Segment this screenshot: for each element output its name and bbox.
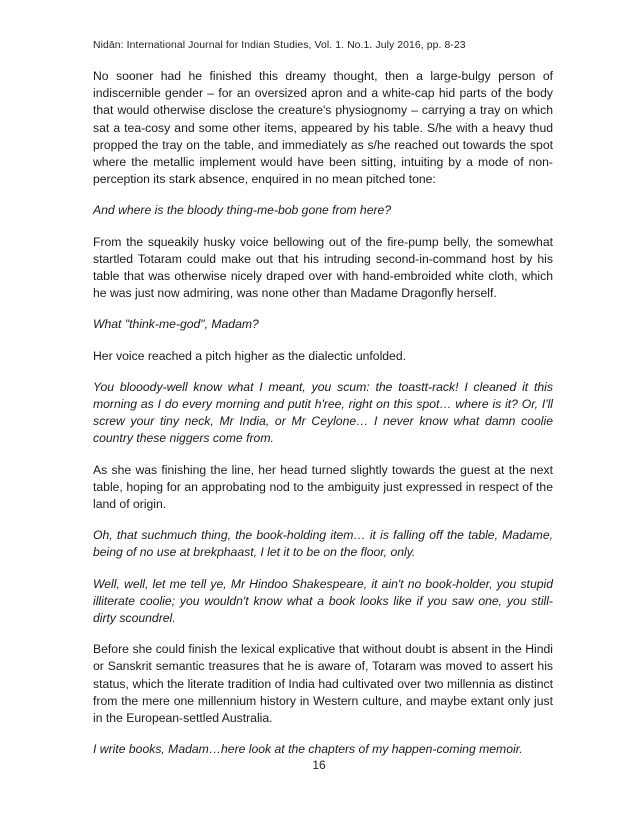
paragraph-6-dialogue: You blooody-well know what I meant, you scum: the toastt-rack! I cleaned it this morning as I do every morning and putit h'ree, right on this spot… where is it? Or, I'll screw your tiny neck, Mr India, or Mr Ceylone… I never know what damn coolie country these niggers come from. xyxy=(93,379,553,446)
paragraph-11-dialogue: I write books, Madam…here look at the chapters of my happen-coming memoir. xyxy=(93,742,523,757)
paragraph-10: Before she could finish the lexical explicative that without doubt is absent in the Hindi or Sanskrit semantic treasures that he is aware of, Totaram was moved to assert his status, which the literate tradition of India had cultivated over two millennia as distinct from the mere one millennium history in Western culture, and maybe extant only just in the European-settled Australia. xyxy=(93,642,553,726)
article-body xyxy=(93,68,553,773)
paragraph-2-dialogue: And where is the bloody thing-me-bob gone from here? xyxy=(93,203,392,218)
paragraph-9-dialogue: Well, well, let me tell ye, Mr Hindoo Shakespeare, it ain't no book-holder, you stupid illiterate coolie; you wouldn't know what a book looks like if you saw one, you still-dirty scoundrel. xyxy=(93,576,553,626)
running-header: Nidān: International Journal for Indian Studies, Vol. 1. No.1. July 2016, pp. 8-23 xyxy=(93,40,466,51)
page-number: 16 xyxy=(312,758,326,772)
paragraph-8-dialogue: Oh, that suchmuch thing, the book-holding item… it is falling off the table, Madame, being of no use at brekphaast, I let it to be on the floor, only. xyxy=(93,528,553,560)
paragraph-5: Her voice reached a pitch higher as the dialectic unfolded. xyxy=(93,348,407,363)
paragraph-1: No sooner had he finished this dreamy thought, then a large-bulgy person of indiscernible gender – for an oversized apron and a white-cap hid parts of the body that would otherwise disclose the creature's physiognomy – carrying a tray on which sat a tea-cosy and some other items, appeared by his table. S/he with a heavy thud propped the tray on the table, and immediately as s/he reached out towards the spot where the metallic implement would have been sitting, intuiting by a mode of non-perception its stark absence, enquired in no mean pitched tone: xyxy=(93,69,553,187)
paragraph-7: As she was finishing the line, her head turned slightly towards the guest at the next table, hoping for an approbating nod to the ambiguity just expressed in respect of the land of origin. xyxy=(93,462,553,512)
paragraph-4-dialogue: What "think-me-god", Madam? xyxy=(93,317,259,332)
paragraph-3: From the squeakily husky voice bellowing out of the fire-pump belly, the somewhat startled Totaram could make out that his intruding second-in-command host by his table that was otherwise nicely draped over with hand-embroided white cloth, which he was just now admiring, was none other than Madame Dragonfly herself. xyxy=(93,234,553,301)
